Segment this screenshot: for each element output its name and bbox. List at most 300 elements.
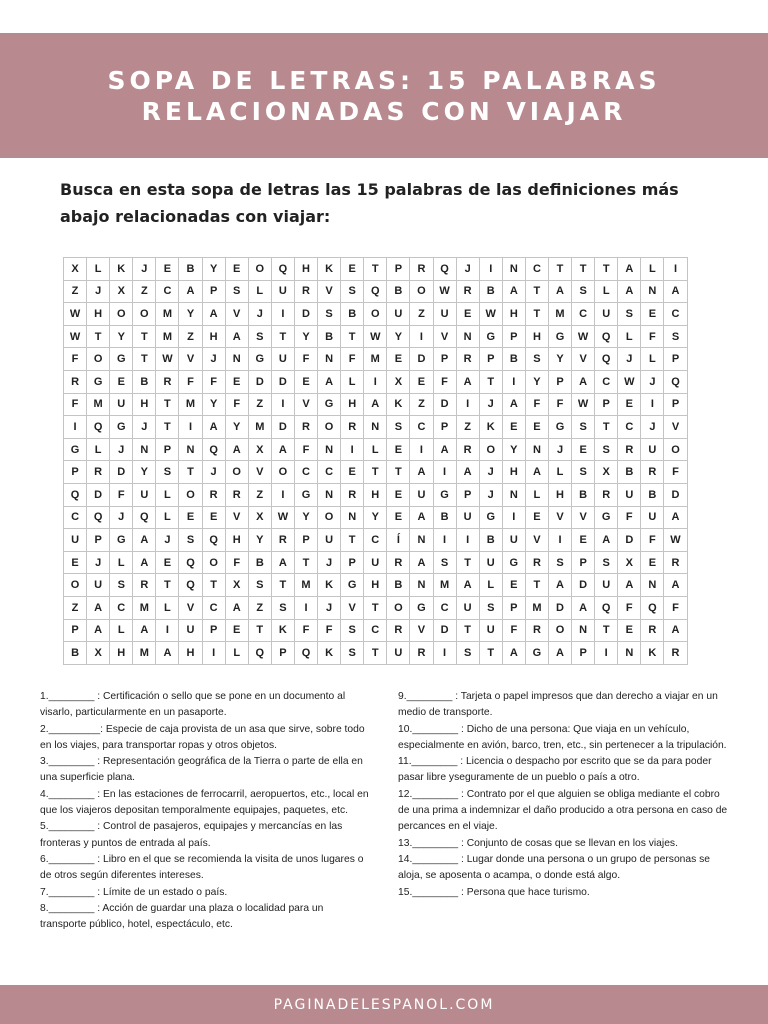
grid-cell: S [341, 280, 364, 303]
grid-cell: G [502, 551, 525, 574]
grid-cell: Q [595, 325, 618, 348]
grid-cell: K [110, 258, 133, 281]
grid-cell: W [271, 506, 294, 529]
grid-cell: C [572, 303, 595, 326]
grid-cell: N [133, 438, 156, 461]
grid-cell: O [410, 280, 433, 303]
grid-cell: H [225, 529, 248, 552]
grid-cell: C [410, 416, 433, 439]
grid-cell: B [64, 642, 87, 665]
grid-cell: F [525, 393, 548, 416]
grid-cell: A [456, 370, 479, 393]
definition-item: 3.________ : Representación geográfica de la Tierra o parte de ella en una superficie plana. [40, 756, 363, 784]
grid-row [64, 461, 688, 484]
grid-cell: I [179, 416, 202, 439]
grid-cell: B [387, 280, 410, 303]
grid-cell: E [456, 303, 479, 326]
grid-cell: D [87, 483, 110, 506]
grid-cell: Z [133, 280, 156, 303]
grid-cell: Q [641, 596, 664, 619]
grid-cell: P [433, 416, 456, 439]
grid-cell: S [387, 416, 410, 439]
grid-cell: H [364, 574, 387, 597]
grid-cell: F [225, 393, 248, 416]
grid-row [64, 370, 688, 393]
grid-cell: I [456, 529, 479, 552]
grid-cell: I [341, 438, 364, 461]
grid-cell: J [202, 348, 225, 371]
grid-cell: O [318, 416, 341, 439]
grid-cell: Q [179, 574, 202, 597]
grid-row [64, 416, 688, 439]
grid-cell: Y [225, 416, 248, 439]
grid-row [64, 596, 688, 619]
grid-cell: V [572, 506, 595, 529]
grid-cell: W [572, 325, 595, 348]
grid-cell: H [110, 642, 133, 665]
grid-cell: E [641, 551, 664, 574]
grid-cell: L [156, 506, 179, 529]
grid-cell: R [341, 416, 364, 439]
grid-cell: A [271, 551, 294, 574]
grid-cell: P [595, 393, 618, 416]
grid-cell: L [87, 438, 110, 461]
grid-cell: H [202, 325, 225, 348]
grid-cell: B [318, 325, 341, 348]
grid-cell: T [548, 258, 571, 281]
grid-cell: A [410, 506, 433, 529]
grid-cell: T [479, 642, 502, 665]
grid-cell: R [641, 619, 664, 642]
grid-cell: S [341, 642, 364, 665]
grid-cell: K [318, 258, 341, 281]
grid-cell: W [618, 370, 641, 393]
grid-cell: J [87, 280, 110, 303]
grid-cell: L [87, 258, 110, 281]
grid-cell: U [618, 483, 641, 506]
grid-cell: A [572, 370, 595, 393]
grid-cell: T [364, 258, 387, 281]
grid-cell: I [364, 370, 387, 393]
grid-cell: A [364, 393, 387, 416]
grid-cell: G [341, 574, 364, 597]
grid-cell: Z [179, 325, 202, 348]
grid-cell: L [641, 258, 664, 281]
grid-cell: G [110, 348, 133, 371]
definitions-right [398, 689, 730, 901]
grid-cell: X [387, 370, 410, 393]
grid-cell: Y [202, 393, 225, 416]
grid-cell: O [479, 438, 502, 461]
grid-cell: E [156, 258, 179, 281]
grid-cell: N [341, 506, 364, 529]
grid-cell: Y [294, 325, 317, 348]
grid-cell: B [248, 551, 271, 574]
grid-cell: R [410, 258, 433, 281]
grid-cell: U [502, 529, 525, 552]
grid-cell: Q [271, 258, 294, 281]
grid-cell: E [110, 370, 133, 393]
grid-cell: A [664, 619, 687, 642]
grid-cell: R [641, 461, 664, 484]
grid-cell: P [271, 642, 294, 665]
grid-cell: Q [87, 416, 110, 439]
grid-cell: V [433, 325, 456, 348]
grid-cell: F [618, 596, 641, 619]
grid-cell: L [248, 280, 271, 303]
grid-cell: J [133, 416, 156, 439]
grid-cell: R [387, 551, 410, 574]
grid-cell: I [433, 642, 456, 665]
grid-cell: P [87, 529, 110, 552]
grid-cell: L [595, 280, 618, 303]
grid-cell: S [548, 551, 571, 574]
grid-cell: P [387, 258, 410, 281]
grid-cell: Q [202, 438, 225, 461]
grid-cell: Y [548, 348, 571, 371]
grid-cell: D [271, 370, 294, 393]
grid-cell: A [502, 393, 525, 416]
grid-cell: O [387, 596, 410, 619]
grid-cell: W [364, 325, 387, 348]
grid-cell: G [294, 483, 317, 506]
grid-cell: P [202, 280, 225, 303]
grid-cell: A [618, 574, 641, 597]
grid-cell: F [225, 551, 248, 574]
grid-cell: L [525, 483, 548, 506]
grid-cell: L [225, 642, 248, 665]
grid-row [64, 619, 688, 642]
grid-cell: P [664, 393, 687, 416]
grid-cell: C [364, 529, 387, 552]
grid-cell: O [548, 619, 571, 642]
grid-cell: B [433, 506, 456, 529]
grid-cell: J [110, 438, 133, 461]
grid-cell: V [410, 619, 433, 642]
grid-cell: O [664, 438, 687, 461]
grid-cell: G [479, 325, 502, 348]
grid-cell: R [225, 483, 248, 506]
grid-cell: I [456, 393, 479, 416]
definition-item: 15.________ : Persona que hace turismo. [398, 886, 590, 898]
grid-cell: A [548, 574, 571, 597]
grid-cell: Y [179, 303, 202, 326]
definition-item: 14.________ : Lugar donde una persona o un grupo de personas se aloja, se aposenta o acampa, o donde está algo. [398, 853, 711, 882]
grid-cell: D [410, 348, 433, 371]
grid-cell: X [248, 506, 271, 529]
grid-cell: A [179, 280, 202, 303]
grid-cell: F [664, 461, 687, 484]
grid-cell: A [410, 461, 433, 484]
grid-cell: B [479, 529, 502, 552]
grid-cell: B [387, 574, 410, 597]
grid-cell: F [548, 393, 571, 416]
grid-cell: K [641, 642, 664, 665]
grid-cell: E [225, 370, 248, 393]
grid-cell: H [525, 325, 548, 348]
grid-cell: D [294, 303, 317, 326]
grid-cell: W [64, 303, 87, 326]
grid-cell: N [364, 416, 387, 439]
grid-cell: T [595, 619, 618, 642]
grid-row [64, 642, 688, 665]
grid-cell: F [341, 348, 364, 371]
grid-cell: N [179, 438, 202, 461]
grid-cell: D [664, 483, 687, 506]
grid-cell: M [156, 303, 179, 326]
grid-cell: N [641, 280, 664, 303]
grid-cell: F [433, 370, 456, 393]
grid-cell: A [502, 642, 525, 665]
grid-cell: D [618, 529, 641, 552]
grid-cell: S [572, 280, 595, 303]
grid-cell: U [433, 303, 456, 326]
grid-cell: I [156, 619, 179, 642]
grid-cell: L [548, 461, 571, 484]
grid-cell: G [548, 416, 571, 439]
grid-cell: I [502, 370, 525, 393]
grid-cell: W [156, 348, 179, 371]
grid-cell: A [548, 280, 571, 303]
grid-cell: A [87, 619, 110, 642]
grid-cell: E [202, 506, 225, 529]
grid-cell: J [87, 551, 110, 574]
grid-cell: N [318, 438, 341, 461]
grid-cell: A [618, 258, 641, 281]
grid-cell: X [64, 258, 87, 281]
grid-cell: A [502, 280, 525, 303]
grid-cell: R [87, 461, 110, 484]
grid-cell: D [572, 574, 595, 597]
grid-cell: P [664, 348, 687, 371]
grid-cell: G [318, 393, 341, 416]
grid-cell: N [641, 574, 664, 597]
grid-cell: A [618, 280, 641, 303]
grid-cell: Q [595, 348, 618, 371]
grid-cell: I [271, 393, 294, 416]
grid-cell: O [364, 303, 387, 326]
grid-cell: P [64, 619, 87, 642]
grid-cell: F [641, 529, 664, 552]
grid-cell: A [133, 551, 156, 574]
grid-cell: T [595, 258, 618, 281]
grid-cell: S [110, 574, 133, 597]
grid-cell: B [479, 280, 502, 303]
grid-cell: P [341, 551, 364, 574]
grid-cell: N [502, 483, 525, 506]
grid-cell: U [64, 529, 87, 552]
grid-cell: R [156, 370, 179, 393]
grid-cell: F [294, 619, 317, 642]
grid-cell: T [341, 325, 364, 348]
grid-cell: G [548, 325, 571, 348]
grid-cell: V [525, 529, 548, 552]
grid-cell: P [456, 483, 479, 506]
grid-cell: V [294, 393, 317, 416]
grid-cell: F [641, 325, 664, 348]
grid-cell: Y [387, 325, 410, 348]
grid-cell: J [318, 596, 341, 619]
grid-cell: U [456, 506, 479, 529]
grid-cell: E [387, 506, 410, 529]
grid-cell: T [271, 574, 294, 597]
grid-cell: Y [133, 461, 156, 484]
grid-cell: R [525, 619, 548, 642]
grid-cell: J [548, 438, 571, 461]
grid-cell: Z [64, 280, 87, 303]
grid-cell: J [248, 303, 271, 326]
grid-cell: F [318, 619, 341, 642]
grid-cell: W [479, 303, 502, 326]
grid-cell: V [179, 596, 202, 619]
grid-cell: V [548, 506, 571, 529]
site-url: PAGINADELESPANOL.COM [273, 996, 495, 1013]
grid-cell: A [133, 529, 156, 552]
grid-cell: B [641, 483, 664, 506]
grid-cell: I [410, 438, 433, 461]
grid-cell: O [225, 461, 248, 484]
grid-cell: J [110, 506, 133, 529]
grid-cell: U [641, 438, 664, 461]
grid-cell: A [202, 303, 225, 326]
grid-cell: D [433, 393, 456, 416]
grid-cell: U [364, 551, 387, 574]
grid-cell: A [156, 642, 179, 665]
grid-cell: L [618, 325, 641, 348]
grid-cell: R [456, 280, 479, 303]
grid-cell: R [271, 529, 294, 552]
grid-cell: E [618, 619, 641, 642]
grid-cell: H [294, 258, 317, 281]
grid-cell: S [271, 596, 294, 619]
grid-cell: T [156, 574, 179, 597]
grid-cell: M [548, 303, 571, 326]
footer-banner [0, 985, 768, 1024]
grid-row [64, 303, 688, 326]
grid-cell: U [456, 596, 479, 619]
grid-cell: I [664, 258, 687, 281]
grid-cell: S [572, 461, 595, 484]
grid-cell: T [133, 348, 156, 371]
grid-cell: A [87, 596, 110, 619]
grid-cell: O [110, 303, 133, 326]
grid-row [64, 280, 688, 303]
grid-cell: X [225, 574, 248, 597]
grid-cell: C [64, 506, 87, 529]
grid-cell: S [456, 642, 479, 665]
definition-item: 7.________ : Límite de un estado o país. [40, 886, 228, 898]
grid-cell: I [271, 483, 294, 506]
grid-cell: D [248, 370, 271, 393]
grid-cell: W [64, 325, 87, 348]
grid-cell: L [341, 370, 364, 393]
grid-cell: L [156, 483, 179, 506]
grid-cell: T [364, 461, 387, 484]
grid-row [64, 258, 688, 281]
grid-row [64, 529, 688, 552]
grid-cell: K [271, 619, 294, 642]
grid-cell: P [502, 325, 525, 348]
grid-cell: H [364, 483, 387, 506]
grid-cell: V [225, 303, 248, 326]
grid-cell: H [87, 303, 110, 326]
grid-cell: X [248, 438, 271, 461]
grid-cell: I [271, 303, 294, 326]
grid-cell: N [410, 529, 433, 552]
grid-cell: S [248, 574, 271, 597]
grid-cell: E [502, 574, 525, 597]
definition-item: 12.________ : Contrato por el que alguien se obliga mediante el cobro de una prima a indemnizar el daño producido a otra persona en caso de percances en el viaje. [398, 788, 728, 833]
grid-cell: Y [294, 506, 317, 529]
grid-cell: Z [410, 393, 433, 416]
grid-cell: U [410, 483, 433, 506]
grid-cell: R [664, 551, 687, 574]
grid-cell: S [595, 438, 618, 461]
grid-cell: D [548, 596, 571, 619]
grid-cell: O [271, 461, 294, 484]
grid-cell: E [525, 506, 548, 529]
grid-cell: S [618, 303, 641, 326]
grid-cell: X [618, 551, 641, 574]
grid-cell: A [271, 438, 294, 461]
grid-cell: X [87, 642, 110, 665]
grid-cell: B [502, 348, 525, 371]
grid-cell: E [387, 483, 410, 506]
grid-cell: C [364, 619, 387, 642]
grid-cell: E [156, 551, 179, 574]
grid-cell: T [133, 325, 156, 348]
grid-cell: B [618, 461, 641, 484]
grid-cell: G [595, 506, 618, 529]
grid-cell: Q [133, 506, 156, 529]
grid-cell: O [64, 574, 87, 597]
grid-cell: K [479, 416, 502, 439]
grid-cell: F [179, 370, 202, 393]
grid-row [64, 393, 688, 416]
grid-cell: O [318, 506, 341, 529]
grid-cell: I [202, 642, 225, 665]
grid-cell: E [179, 506, 202, 529]
definition-item: 9.________ : Tarjeta o papel impresos que dan derecho a viajar en un medio de transporte. [398, 691, 718, 719]
grid-cell: T [525, 574, 548, 597]
grid-cell: E [618, 393, 641, 416]
grid-cell: J [641, 370, 664, 393]
grid-cell: G [64, 438, 87, 461]
grid-cell: U [387, 303, 410, 326]
grid-cell: J [318, 551, 341, 574]
grid-cell: T [179, 461, 202, 484]
grid-cell: I [64, 416, 87, 439]
grid-cell: A [525, 461, 548, 484]
grid-cell: U [595, 574, 618, 597]
grid-cell: X [110, 280, 133, 303]
grid-cell: P [202, 619, 225, 642]
grid-cell: O [133, 303, 156, 326]
grid-cell: T [87, 325, 110, 348]
grid-cell: W [433, 280, 456, 303]
grid-cell: E [387, 348, 410, 371]
grid-cell: E [525, 416, 548, 439]
grid-cell: R [133, 574, 156, 597]
grid-cell: C [595, 370, 618, 393]
grid-cell: P [64, 461, 87, 484]
grid-cell: O [179, 483, 202, 506]
grid-cell: B [133, 370, 156, 393]
grid-cell: U [595, 303, 618, 326]
grid-cell: E [502, 416, 525, 439]
grid-cell: U [641, 506, 664, 529]
grid-cell: E [341, 461, 364, 484]
